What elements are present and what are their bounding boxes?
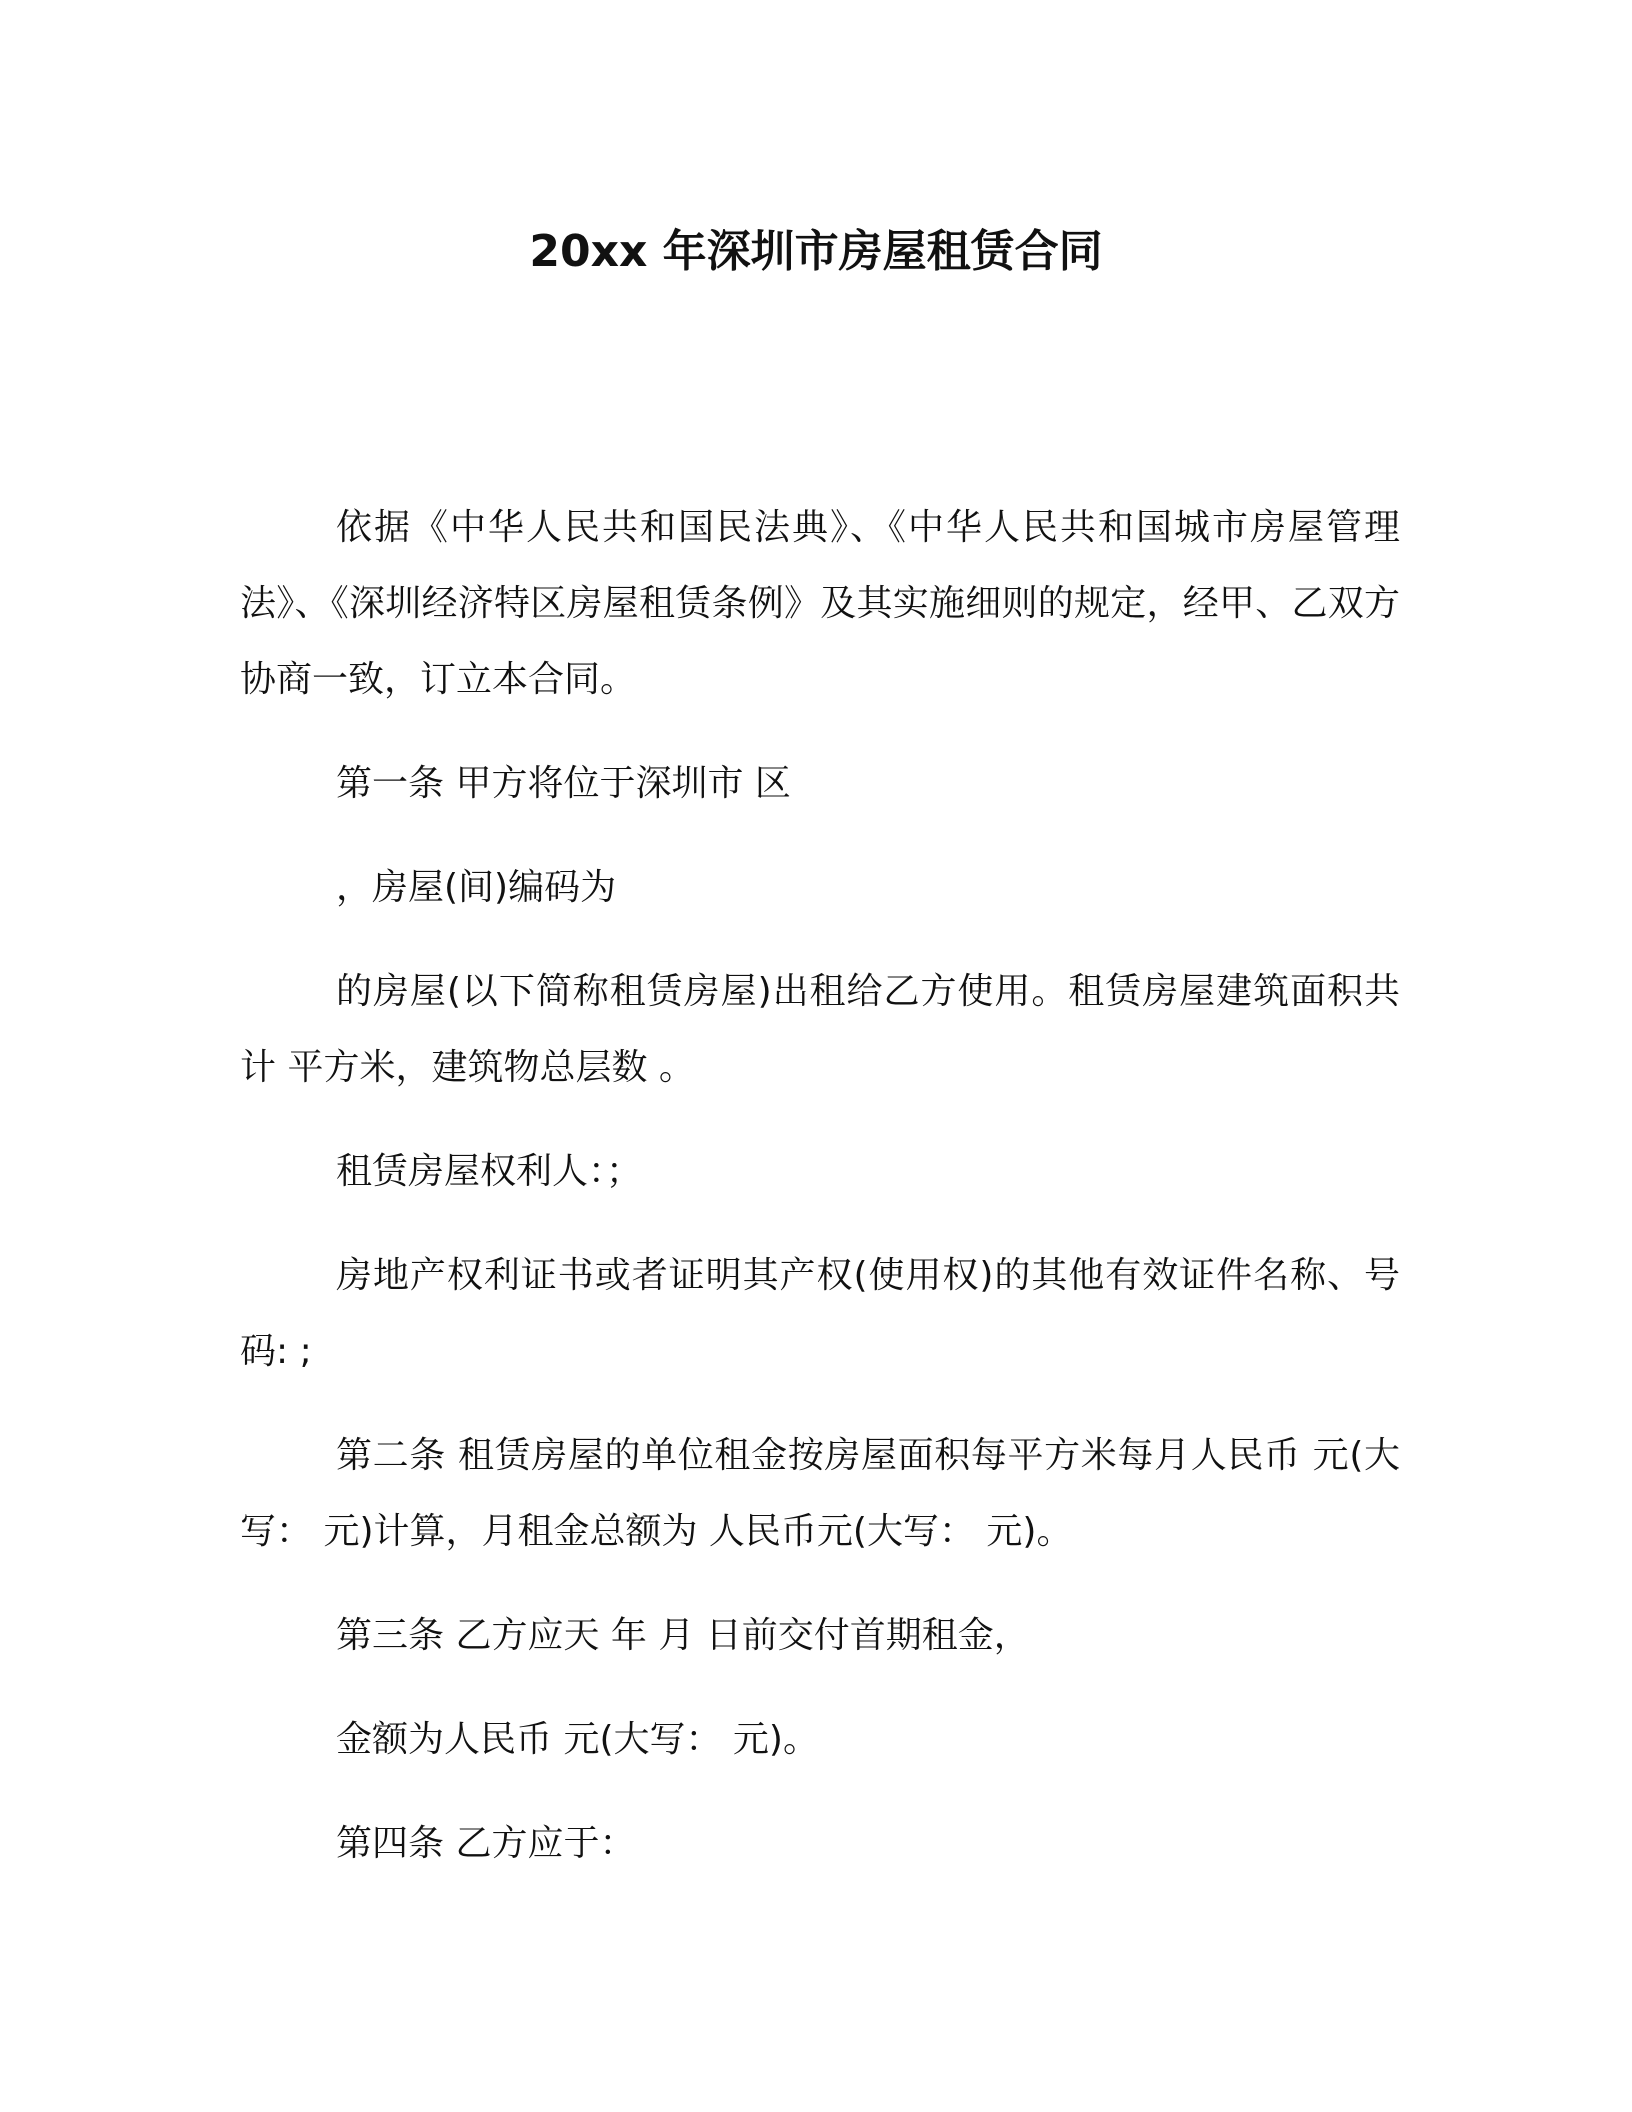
paragraph-article-1-code: ，房屋(间)编码为 xyxy=(336,867,617,908)
paragraph-article-3-amount: 金额为人民币 元(大写： 元)。 xyxy=(336,1719,819,1760)
paragraph-article-1-area: 的房屋(以下简称租赁房屋)出租给乙方使用。租赁房屋建筑面积共计 平方米，建筑物总层数 。 xyxy=(240,971,1400,1088)
paragraph-preamble: 依据《中华人民共和国民法典》、《中华人民共和国城市房屋管理法》、《深圳经济特区房屋租赁条例》及其实施细则的规定，经甲、乙双方协商一致，订立本合同。 xyxy=(240,507,1400,700)
paragraph-article-2: 第二条 租赁房屋的单位租金按房屋面积每平方米每月人民币 元(大写： 元)计算，月租金总额为 人民币元(大写： 元)。 xyxy=(240,1435,1400,1552)
paragraph-certificate: 房地产权利证书或者证明其产权(使用权)的其他有效证件名称、号码: ; xyxy=(240,1255,1400,1372)
document-title: 20xx 年深圳市房屋租赁合同 xyxy=(529,226,1103,277)
paragraph-article-4: 第四条 乙方应于： xyxy=(336,1823,636,1864)
paragraph-article-1-location: 第一条 甲方将位于深圳市 区 xyxy=(336,763,791,804)
paragraph-article-3: 第三条 乙方应天 年 月 日前交付首期租金， xyxy=(336,1615,1030,1656)
paragraph-rights-holder: 租赁房屋权利人：； xyxy=(336,1151,643,1192)
document-body xyxy=(240,490,1400,1910)
